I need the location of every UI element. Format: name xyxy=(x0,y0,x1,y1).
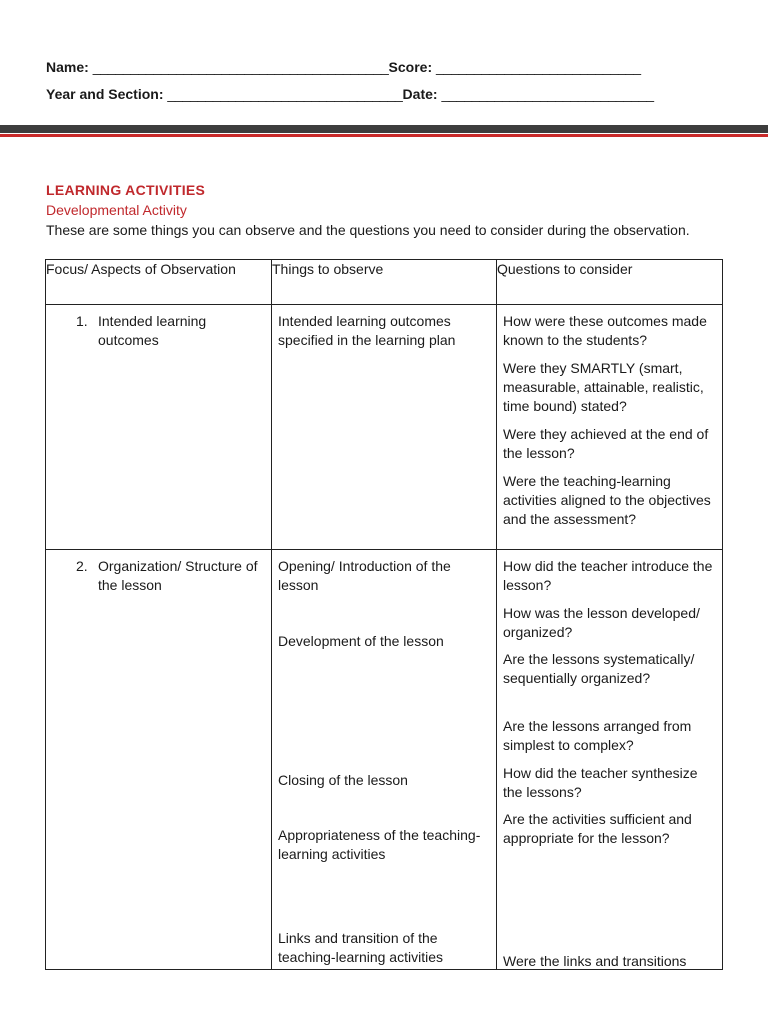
focus-cell xyxy=(46,305,272,550)
header-focus: Focus/ Aspects of Observation xyxy=(46,260,272,305)
things-cell xyxy=(272,305,497,550)
thing-item: Closing of the lesson xyxy=(278,772,408,788)
question-item: Were they SMARTLY (smart, measurable, attainable, realistic, time bound) stated? xyxy=(503,360,704,414)
question-item: Were the links and transitions xyxy=(503,953,687,969)
header-things: Things to observe xyxy=(272,260,497,305)
row-number: 2. xyxy=(76,558,88,574)
table-row xyxy=(46,305,723,550)
question-item: How were these outcomes made known to the students? xyxy=(503,313,707,348)
question-item: Were the teaching-learning activities aligned to the objectives and the assessment? xyxy=(503,473,711,527)
header-questions: Questions to consider xyxy=(497,260,723,305)
row-number: 1. xyxy=(76,313,88,329)
table-header-row xyxy=(46,260,723,305)
thing-item: Appropriateness of the teaching-learning activities xyxy=(278,827,481,862)
focus-text: Organization/ Structure of the lesson xyxy=(98,558,258,593)
section-title: LEARNING ACTIVITIES xyxy=(46,182,206,198)
score-blank[interactable]: ___________________________ xyxy=(436,59,641,75)
year-date-line xyxy=(46,86,654,102)
question-item: Are the lessons arranged from simplest to complex? xyxy=(503,718,692,753)
score-label: Score: xyxy=(388,59,433,75)
date-blank[interactable]: ____________________________ xyxy=(441,86,654,102)
question-item: Were they achieved at the end of the lesson? xyxy=(503,426,709,461)
thing-item: Development of the lesson xyxy=(278,633,444,649)
focus-cell xyxy=(46,550,272,970)
year-section-label: Year and Section: xyxy=(46,86,164,102)
date-label: Date: xyxy=(402,86,438,102)
question-item: Are the activities sufficient and appropriate for the lesson? xyxy=(503,811,692,846)
thing-item: Opening/ Introduction of the lesson xyxy=(278,558,451,593)
name-label: Name: xyxy=(46,59,89,75)
section-intro: These are some things you can observe and the questions you need to consider during the observation. xyxy=(46,222,690,238)
question-item: How did the teacher synthesize the lessons? xyxy=(503,765,698,800)
year-section-blank[interactable]: _______________________________ xyxy=(167,86,403,102)
name-score-line xyxy=(46,59,641,75)
observation-table xyxy=(45,259,723,970)
focus-text: Intended learning outcomes xyxy=(98,313,207,348)
questions-cell xyxy=(497,550,723,970)
thing-item: Intended learning outcomes specified in the learning plan xyxy=(278,313,456,348)
name-blank[interactable]: _______________________________________ xyxy=(92,59,389,75)
header-divider-red xyxy=(0,134,768,137)
table-row xyxy=(46,550,723,970)
header-divider-dark xyxy=(0,125,768,133)
question-item: How did the teacher introduce the lesson? xyxy=(503,558,713,593)
question-item: Are the lessons systematically/ sequentially organized? xyxy=(503,651,695,686)
things-cell xyxy=(272,550,497,970)
question-item: How was the lesson developed/ organized? xyxy=(503,605,700,640)
thing-item: Links and transition of the teaching-learning activities xyxy=(278,930,443,965)
section-subtitle: Developmental Activity xyxy=(46,202,187,218)
questions-cell xyxy=(497,305,723,550)
